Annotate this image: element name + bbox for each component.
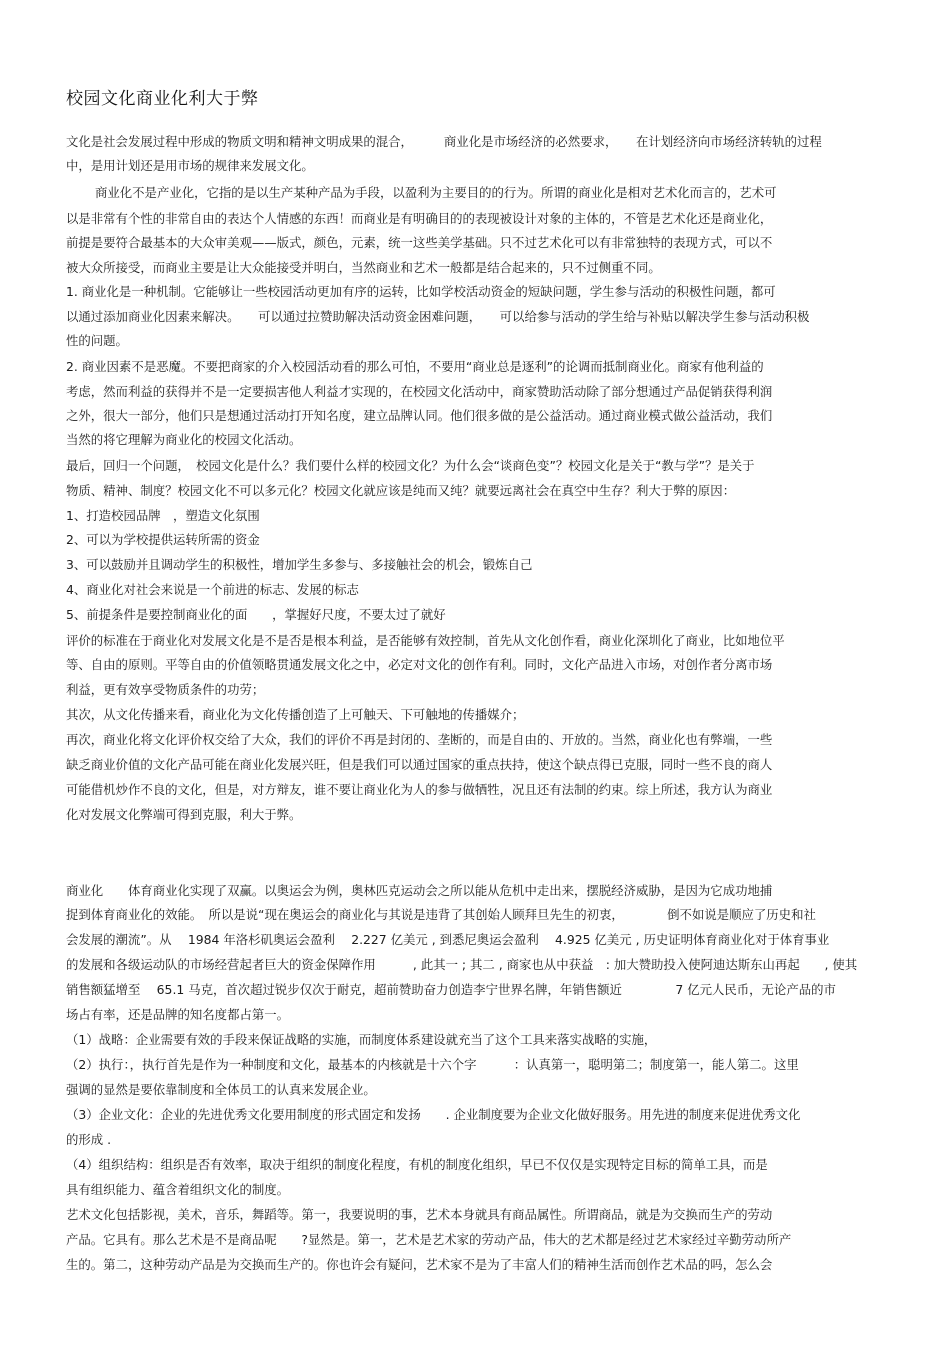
text-line: 的形成 . (66, 1132, 112, 1147)
text-line: 文化是社会发展过程中形成的物质文明和精神文明成果的混合， 商业化是市场经济的必然要求， 在计划经济向市场经济转轨的过程 (66, 134, 822, 149)
text-line: 最后，回归一个问题， 校园文化是什么？我们要什么样的校园文化？为什么会“谈商色变”？校园文化是关于“教与学”？是关于 (66, 458, 755, 473)
text-line: 中，是用计划还是用市场的规律来发展文化。 (66, 158, 314, 173)
text-line: 捉到体育商业化的效能。 所以是说“现在奥运会的商业化与其说是违背了其创始人顾拜旦先生的初衷， 倒不如说是顺应了历史和社 (66, 907, 816, 922)
text-line: 强调的显然是要依靠制度和全体员工的认真来发展企业。 (66, 1082, 376, 1097)
text-line: 考虑，然而利益的获得并不是一定要损害他人利益才实现的，在校园文化活动中，商家赞助活动除了部分想通过产品促销获得利润 (66, 384, 773, 399)
text-line: 商业化 体育商业化实现了双赢。以奥运会为例，奥林匹克运动会之所以能从危机中走出来，摆脱经济威胁，是因为它成功地捕 (66, 883, 773, 898)
text-line: 以通过添加商业化因素来解决。 可以通过拉赞助解决活动资金困难问题， 可以给参与活动的学生给与补贴以解决学生参与活动积极 (66, 309, 810, 324)
list-item: 1、打造校园品牌 ，塑造文化氛围 (66, 508, 260, 523)
text-line: 可能借机炒作不良的文化，但是，对方辩友，谁不要让商业化为人的参与做牺牲，况且还有法制的约束。综上所述，我方认为商业 (66, 782, 773, 797)
text-line: 1. 商业化是一种机制。它能够让一些校园活动更加有序的运转，比如学校活动资金的短缺问题，学生参与活动的积极性问题，都可 (66, 284, 776, 299)
text-line: 会发展的潮流”。从 1984 年洛杉矶奥运会盈利 2.227 亿美元 , 到悉尼奥运会盈利 4.925 亿美元 , 历史证明体育商业化对于体育事业 (66, 932, 830, 947)
text-line: （4）组织结构：组织是否有效率，取决于组织的制度化程度，有机的制度化组织，早已不仅仅是实现特定目标的简单工具，而是 (66, 1157, 768, 1172)
text-line: （2）执行：，执行首先是作为一种制度和文化，最基本的内核就是十六个字 ：认真第一，聪明第二；制度第一，能人第二。这里 (66, 1057, 799, 1072)
text-line: 等、自由的原则。平等自由的价值领略贯通发展文化之中，必定对文化的创作有利。同时，文化产品进入市场，对创作者分离市场 (66, 657, 773, 672)
text-line: 2. 商业因素不是恶魔。不要把商家的介入校园活动看的那么可怕，不要用“商业总是逐利”的论调而抵制商业化。商家有他利益的 (66, 359, 764, 374)
document-title: 校园文化商业化利大于弊 (66, 89, 259, 109)
list-item: 3、可以鼓励并且调动学生的积极性，增加学生多参与、多接触社会的机会，锻炼自己 (66, 557, 533, 572)
text-line: 具有组织能力、蕴含着组织文化的制度。 (66, 1182, 290, 1197)
text-line: （1）战略：企业需要有效的手段来保证战略的实施，而制度体系建设就充当了这个工具来落实战略的实施， (66, 1032, 657, 1047)
text-line: 再次，商业化将文化评价权交给了大众，我们的评价不再是封闭的、垄断的，而是自由的、开放的。当然，商业化也有弊端，一些 (66, 732, 773, 747)
text-line: 评价的标准在于商业化对发展文化是不是否是根本利益，是否能够有效控制，首先从文化创作看，商业化深圳化了商业，比如地位平 (66, 633, 785, 648)
text-line: 被大众所接受，而商业主要是让大众能接受并明白，当然商业和艺术一般都是结合起来的，只不过侧重不同。 (66, 260, 661, 275)
list-item: 5、前提条件是要控制商业化的面 ，掌握好尺度，不要太过了就好 (66, 607, 446, 622)
text-line: 前提是要符合最基本的大众审美观——版式，颜色，元素，统一这些美学基础。只不过艺术化可以有非常独特的表现方式，可以不 (66, 235, 773, 250)
text-line: 化对发展文化弊端可得到克服，利大于弊。 (66, 807, 302, 822)
text-line: 性的问题。 (66, 333, 128, 348)
text-line: 生的。第二，这种劳动产品是为交换而生产的。你也许会有疑问，艺术家不是为了丰富人们的精神生活而创作艺术品的吗，怎么会 (66, 1257, 773, 1272)
text-line: 之外，很大一部分，他们只是想通过活动打开知名度，建立品牌认同。他们很多做的是公益活动。通过商业模式做公益活动，我们 (66, 408, 773, 423)
text-line: 利益，更有效享受物质条件的功劳； (66, 682, 265, 697)
text-line: 以是非常有个性的非常自由的表达个人情感的东西！而商业是有明确目的的表现被设计对象的主体的，不管是艺术化还是商业化， (66, 211, 773, 226)
text-line: 销售额猛增至 65.1 马克，首次超过锐步仅次于耐克，超前赞助奋力创造李宁世界名牌，年销售额近 7 亿元人民币，无论产品的市 (66, 982, 836, 997)
text-line: 当然的将它理解为商业化的校园文化活动。 (66, 432, 302, 447)
text-line: 商业化不是产业化，它指的是以生产某种产品为手段，以盈利为主要目的的行为。所谓的商业化是相对艺术化而言的，艺术可 (95, 185, 777, 200)
text-line: 物质、精神、制度？校园文化不可以多元化？校园文化就应该是纯而又纯？就要远离社会在真空中生存？利大于弊的原因： (66, 483, 736, 498)
text-line: （3）企业文化：企业的先进优秀文化要用制度的形式固定和发扬 . 企业制度要为企业文化做好服务。用先进的制度来促进优秀文化 (66, 1107, 801, 1122)
text-line: 产品。它具有。那么艺术是不是商品呢 ?显然是。第一，艺术是艺术家的劳动产品，伟大的艺术都是经过艺术家经过辛勤劳动所产 (66, 1232, 792, 1247)
text-line: 场占有率，还是品牌的知名度都占第一。 (66, 1007, 290, 1022)
text-line: 其次，从文化传播来看，商业化为文化传播创造了上可触天、下可触地的传播媒介； (66, 707, 525, 722)
list-item: 4、商业化对社会来说是一个前进的标志、发展的标志 (66, 582, 359, 597)
text-line: 的发展和各级运动队的市场经营起者巨大的资金保障作用 , 此其一 ; 其二 , 商家也从中获益 : 加大赞助投入使阿迪达斯东山再起 , 使其 (66, 957, 858, 972)
text-line: 艺术文化包括影视，美术，音乐，舞蹈等。第一，我要说明的事，艺术本身就具有商品属性。所谓商品，就是为交换而生产的劳动 (66, 1207, 773, 1222)
list-item: 2、可以为学校提供运转所需的资金 (66, 532, 260, 547)
text-line: 缺乏商业价值的文化产品可能在商业化发展兴旺，但是我们可以通过国家的重点扶持，使这个缺点得已克服，同时一些不良的商人 (66, 757, 773, 772)
